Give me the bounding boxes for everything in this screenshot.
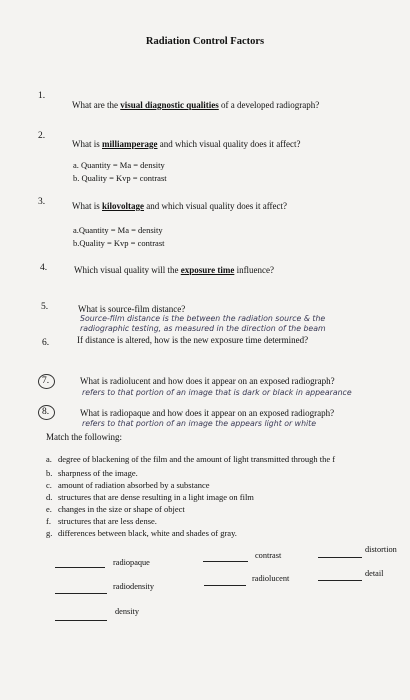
question-number: 6.: [42, 338, 50, 348]
match-item: b. sharpness of the image.: [46, 468, 138, 478]
answer-blank[interactable]: [55, 593, 107, 594]
answer-line: a.Quantity = Ma = density: [73, 225, 163, 235]
match-item: c. amount of radiation absorbed by a substance: [46, 480, 210, 490]
question-number: 2.: [38, 131, 46, 141]
handwritten-answer: radiographic testing, as measured in the direction of the beam: [80, 324, 326, 333]
match-term: radiolucent: [252, 574, 290, 583]
question-keyword: exposure time: [180, 265, 235, 275]
question-keyword: milliamperage: [102, 139, 158, 149]
question-keyword: kilovoltage: [102, 201, 144, 211]
answer-blank[interactable]: [318, 580, 362, 581]
match-term: detail: [365, 569, 384, 578]
question-3: [72, 201, 287, 211]
question-text: influence?: [234, 265, 275, 275]
question-5: What is source-film distance?: [78, 304, 186, 314]
match-term: distortion: [365, 545, 397, 554]
handwritten-answer: refers to that portion of an image the appears light or white: [82, 419, 317, 428]
answer-line: b.Quality = Kvp = contrast: [73, 238, 165, 248]
question-6: If distance is altered, how is the new exposure time determined?: [77, 335, 309, 345]
question-text: and which visual quality does it affect?: [144, 201, 288, 211]
match-item: e. changes in the size or shape of object: [46, 504, 185, 514]
question-text: What is: [72, 201, 102, 211]
question-keyword: visual diagnostic qualities: [120, 100, 219, 110]
question-number: 1.: [38, 91, 46, 101]
handwritten-answer: refers to that portion of an image that is dark or black in appearance: [82, 388, 352, 397]
question-text: and which visual quality does it affect?: [157, 139, 301, 149]
answer-line: a. Quantity = Ma = density: [73, 160, 165, 170]
question-1: [72, 100, 319, 110]
question-number: 8.: [42, 407, 50, 417]
match-item: a. degree of blackening of the film and the amount of light transmitted through the f: [46, 454, 336, 464]
question-number: 5.: [41, 302, 49, 312]
answer-blank[interactable]: [318, 557, 362, 558]
handwritten-answer: Source-film distance is the between the radiation source & the: [80, 314, 326, 323]
answer-blank[interactable]: [55, 567, 105, 568]
match-item: g. differences between black, white and shades of gray.: [46, 528, 237, 538]
match-term: contrast: [255, 551, 282, 560]
match-item: d. structures that are dense resulting in a light image on film: [46, 492, 254, 502]
match-heading: Match the following:: [46, 432, 122, 442]
match-item: f. structures that are less dense.: [46, 516, 157, 526]
question-number: 4.: [40, 263, 48, 273]
question-number: 7.: [42, 376, 50, 386]
question-2: [72, 139, 301, 149]
question-text: Which visual quality will the: [74, 265, 181, 275]
answer-blank[interactable]: [204, 585, 246, 586]
question-number: 3.: [38, 197, 46, 207]
match-term: radiodensity: [113, 582, 155, 591]
answer-blank[interactable]: [55, 620, 107, 621]
question-7: What is radiolucent and how does it appear on an exposed radiograph?: [80, 376, 335, 386]
match-term: density: [115, 607, 139, 616]
question-4: [74, 265, 274, 275]
question-8: What is radiopaque and how does it appear on an exposed radiograph?: [80, 408, 335, 418]
answer-blank[interactable]: [203, 561, 248, 562]
question-text: What are the: [72, 100, 121, 110]
answer-line: b. Quality = Kvp = contrast: [73, 173, 167, 183]
question-text: of a developed radiograph?: [218, 100, 320, 110]
page-title: Radiation Control Factors: [145, 36, 265, 47]
question-text: What is: [72, 139, 102, 149]
match-term: radiopaque: [113, 558, 150, 567]
